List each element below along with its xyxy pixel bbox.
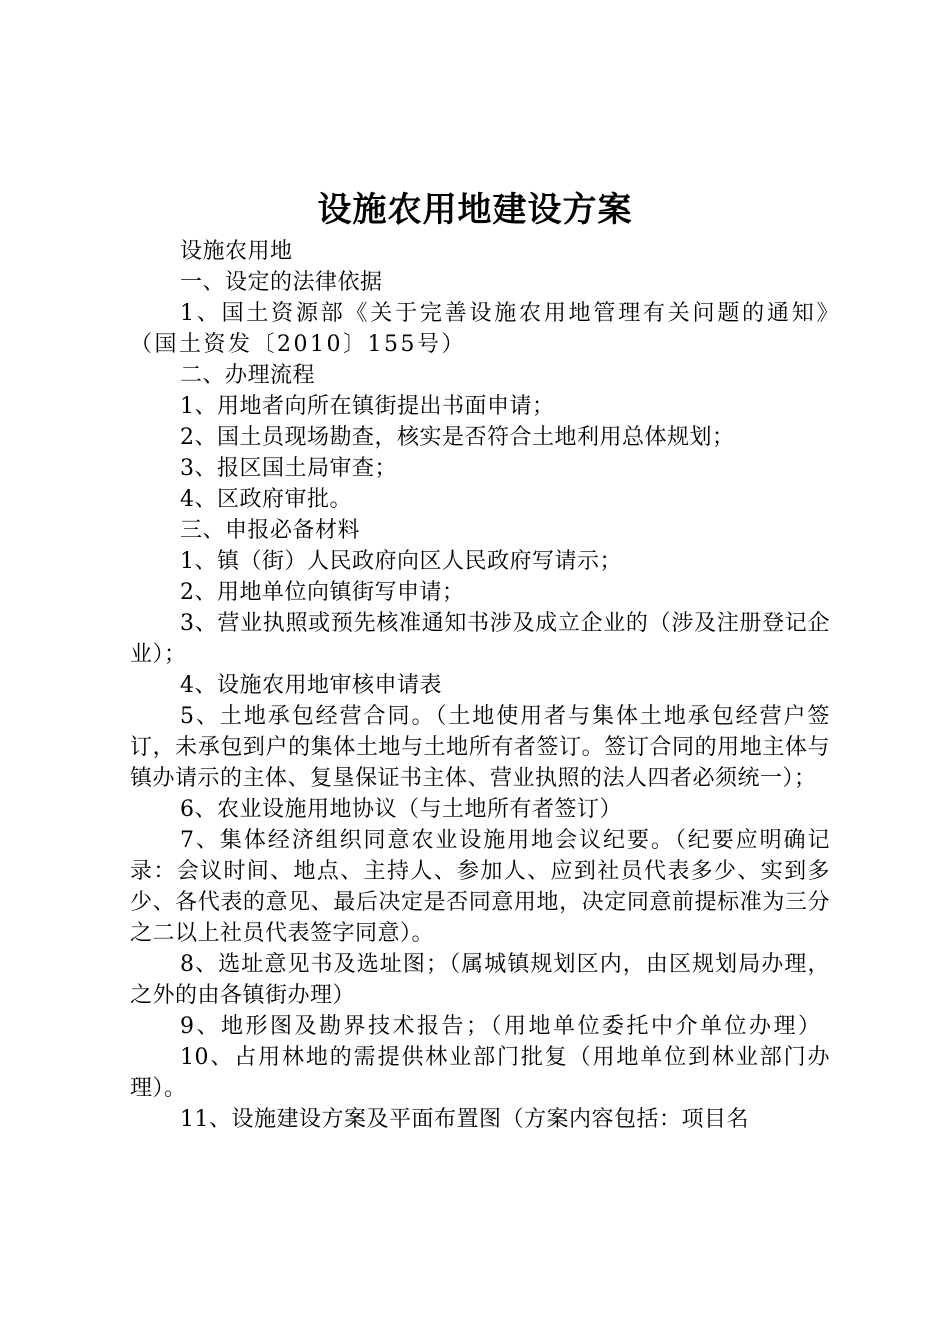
material-item-4: 4、设施农用地审核申请表 <box>180 673 442 698</box>
material-item-10: 10、占用林地的需提供林业部门批复（用地单位到林业部门办理）。 <box>130 1045 830 1101</box>
paragraph-legal-basis-1: 1、国土资源部《关于完善设施农用地管理有关问题的通知》（国土资发〔2010〕155号） <box>130 301 830 357</box>
material-item-2: 2、用地单位向镇街写申请； <box>180 580 465 605</box>
procedure-step-1: 1、用地者向所在镇街提出书面申请； <box>180 394 555 419</box>
material-item-7: 7、集体经济组织同意农业设施用地会议纪要。（纪要应明确记录：会议时间、地点、主持人、参加人、应到社员代表多少、实到多少、各代表的意见、最后决定是否同意用地，决定同意前提标准为三分之二以上社员代表签字同意）。 <box>130 828 830 946</box>
section-heading-materials: 三、申报必备材料 <box>180 518 361 543</box>
section-heading-procedure: 二、办理流程 <box>180 363 316 388</box>
material-item-6: 6、农业设施用地协议（与土地所有者签订） <box>180 797 622 822</box>
document-title: 设施农用地建设方案 <box>317 190 633 230</box>
paragraph-subject: 设施农用地 <box>180 239 293 264</box>
material-item-5: 5、土地承包经营合同。（土地使用者与集体土地承包经营户签订，未承包到户的集体土地与土地所有者签订。签订合同的用地主体与镇办请示的主体、复垦保证书主体、营业执照的法人四者必须统一）； <box>130 704 830 791</box>
section-heading-legal-basis: 一、设定的法律依据 <box>180 270 383 295</box>
document-body <box>130 236 830 1135</box>
procedure-step-2: 2、国土员现场勘查，核实是否符合土地利用总体规划； <box>180 425 735 450</box>
procedure-step-3: 3、报区国土局审查； <box>180 456 397 481</box>
material-item-3: 3、营业执照或预先核准通知书涉及成立企业的（涉及注册登记企业）； <box>130 611 830 667</box>
material-item-11: 11、设施建设方案及平面布置图（方案内容包括：项目名 <box>180 1107 749 1132</box>
material-item-1: 1、镇（街）人民政府向区人民政府写请示； <box>180 549 622 574</box>
procedure-step-4: 4、区政府审批。 <box>180 487 352 512</box>
material-item-8: 8、选址意见书及选址图；（属城镇规划区内，由区规划局办理，之外的由各镇街办理） <box>130 952 830 1008</box>
material-item-9: 9、地形图及勘界技术报告；（用地单位委托中介单位办理） <box>180 1014 823 1039</box>
